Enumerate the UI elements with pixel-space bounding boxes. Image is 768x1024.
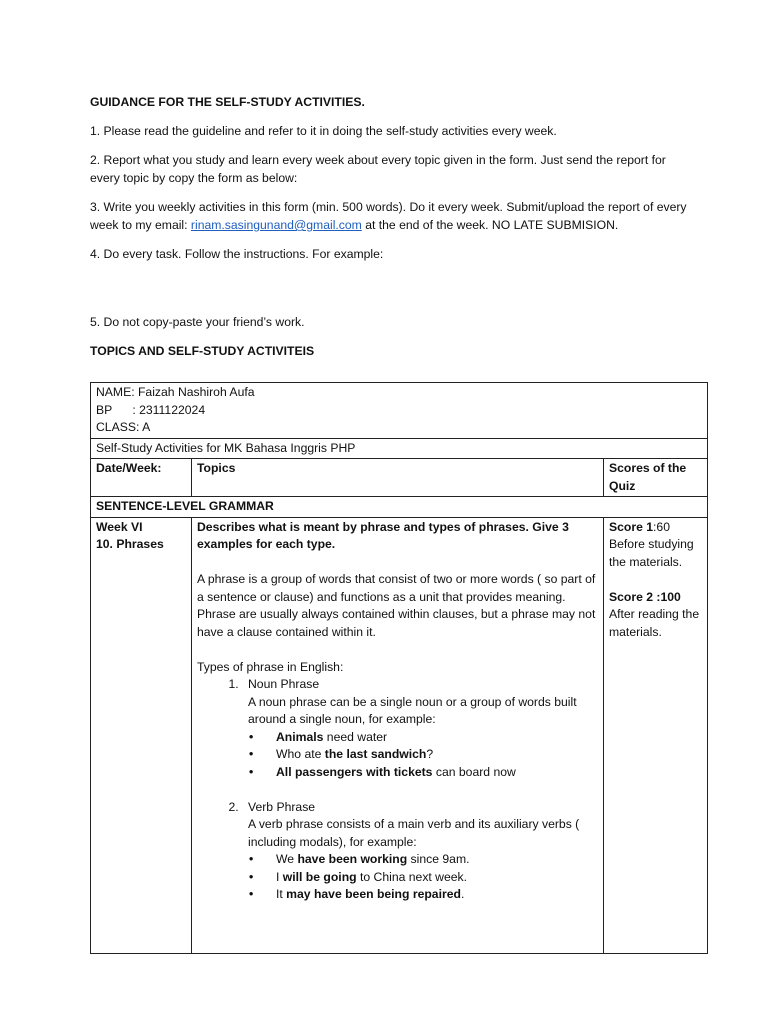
score-1-note: Before studying the materials. xyxy=(609,537,694,569)
course-row xyxy=(91,438,708,459)
course-cell: Self-Study Activities for MK Bahasa Inggris PHP xyxy=(91,438,708,459)
guidance-item-3-tail: at the end of the week. NO LATE SUBMISION. xyxy=(361,218,619,232)
guidance-item-3-text: 3. Write you weekly activities in this form (min. 500 words). Do it every week. Submit/upload the report of every week to my email: xyxy=(90,199,687,232)
guidance-title: GUIDANCE FOR THE SELF-STUDY ACTIVITIES. xyxy=(90,95,365,109)
student-info-row xyxy=(91,383,708,439)
task-prompt: Describes what is meant by phrase and types of phrases. Give 3 examples for each type. xyxy=(197,519,569,551)
phrase-types-list xyxy=(197,676,598,904)
score-2: Score 2 :100 xyxy=(609,589,681,604)
spacer xyxy=(90,273,690,313)
verb-phrase-title: 2. Verb Phrase xyxy=(248,799,316,814)
col-scores-header: Scores of the Quiz xyxy=(604,459,708,497)
guidance-item-1: 1. Please read the guideline and refer to it in doing the self-study activities every week. xyxy=(90,124,557,138)
week-cell xyxy=(91,517,192,953)
score-2-note: After reading the materials. xyxy=(609,607,700,639)
header-row xyxy=(91,459,708,497)
guidance-item-5: 5. Do not copy-paste your friend’s work. xyxy=(90,315,305,329)
verb-phrase-item xyxy=(242,799,598,904)
list-item: • Animals need water xyxy=(270,729,598,747)
list-item: • I will be going to China next week. xyxy=(270,869,598,887)
topic-number: 10. Phrases xyxy=(96,537,164,551)
list-item: • All passengers with tickets can board now xyxy=(270,764,598,782)
topic-content-cell xyxy=(192,517,604,953)
scores-cell xyxy=(604,517,708,953)
guidance-section xyxy=(90,93,690,371)
verb-phrase-desc: A verb phrase consists of a main verb and its auxiliary verbs ( including modals), for example: xyxy=(248,817,580,849)
phrase-definition: A phrase is a group of words that consist of two or more words ( so part of a sentence or clause) and functions as a unit that provides meaning. Phrase are usually always contained within clauses, but a phrase may not have a clause contained within it. xyxy=(197,572,596,639)
section-title: SENTENCE-LEVEL GRAMMAR xyxy=(91,497,708,518)
col-topics-header: Topics xyxy=(192,459,604,497)
self-study-form xyxy=(90,382,708,954)
list-item: • We have been working since 9am. xyxy=(270,851,598,869)
topics-title: TOPICS AND SELF-STUDY ACTIVITEIS xyxy=(90,343,315,358)
guidance-item-4: 4. Do every task. Follow the instructions. For example: xyxy=(90,246,384,261)
guidance-item-2: 2. Report what you study and learn every week about every topic given in the form. Just send the report for every topic by copy the form as below: xyxy=(90,152,666,185)
student-name: NAME: Faizah Nashiroh Aufa xyxy=(96,385,255,399)
week-row xyxy=(91,517,708,953)
noun-phrase-title: 1. Noun Phrase xyxy=(248,677,320,691)
email-link[interactable]: rinam.sasingunand@gmail.com xyxy=(190,218,362,232)
student-class: CLASS: A xyxy=(96,420,151,434)
verb-examples xyxy=(248,851,598,904)
list-item: • It may have been being repaired. xyxy=(270,886,598,904)
col-date-header: Date/Week: xyxy=(91,459,192,497)
student-bp: BP : 2311122024 xyxy=(96,402,206,417)
week-label: Week VI xyxy=(96,519,143,534)
score-1: Score 1:60 xyxy=(609,519,670,534)
guidance-item-3 xyxy=(90,198,690,235)
types-intro: Types of phrase in English: xyxy=(197,659,344,674)
student-info-cell xyxy=(91,383,708,439)
list-item: • Who ate the last sandwich? xyxy=(270,746,598,764)
section-row xyxy=(91,497,708,518)
noun-examples xyxy=(248,729,598,782)
noun-phrase-desc: A noun phrase can be a single noun or a group of words built around a single noun, for example: xyxy=(248,694,577,726)
noun-phrase-item xyxy=(242,676,598,799)
